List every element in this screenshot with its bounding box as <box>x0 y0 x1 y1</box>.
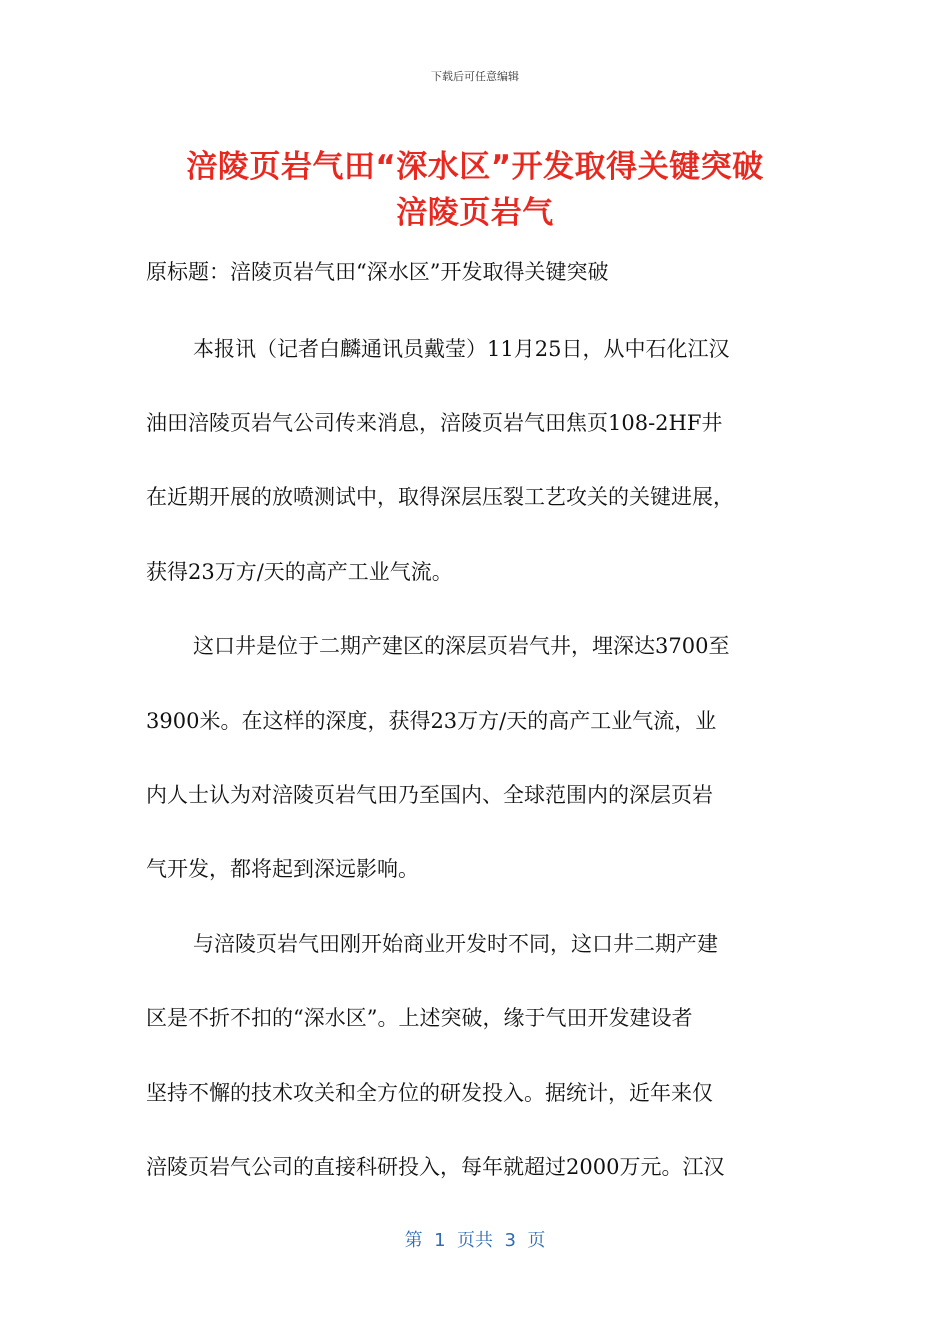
paragraph-line: 油田涪陵页岩气公司传来消息，涪陵页岩气田焦页108-2HF井 <box>146 411 723 435</box>
paragraph-line: 在近期开展的放喷测试中，取得深层压裂工艺攻关的关键进展， <box>146 485 734 509</box>
subtitle-line: 原标题：涪陵页岩气田“深水区”开发取得关键突破 <box>146 260 609 284</box>
paragraph-line: 区是不折不扣的“深水区”。上述突破，缘于气田开发建设者 <box>146 1006 693 1030</box>
header-note: 下载后可任意编辑 <box>431 70 519 83</box>
title-line-2: 涪陵页岩气 <box>396 195 554 231</box>
page-title <box>100 144 850 236</box>
paragraph-line: 获得23万方/天的高产工业气流。 <box>146 560 453 584</box>
title-line-1: 涪陵页岩气田“深水区”开发取得关键突破 <box>186 149 764 185</box>
paragraph-line: 坚持不懈的技术攻关和全方位的研发投入。据统计，近年来仅 <box>146 1081 713 1105</box>
paragraph-line: 3900米。在这样的深度，获得23万方/天的高产工业气流，业 <box>146 709 717 733</box>
paragraph-line: 内人士认为对涪陵页岩气田乃至国内、全球范围内的深层页岩 <box>146 783 713 807</box>
paragraph-line: 气开发，都将起到深远影响。 <box>146 857 419 881</box>
paragraph-line: 与涪陵页岩气田刚开始商业开发时不同，这口井二期产建 <box>193 932 718 956</box>
paragraph-line: 本报讯（记者白麟通讯员戴莹）11月25日，从中石化江汉 <box>193 337 730 361</box>
paragraph-line: 这口井是位于二期产建区的深层页岩气井，埋深达3700至 <box>193 634 730 658</box>
page-number-footer: 第 1 页共 3 页 <box>404 1230 546 1251</box>
paragraph-line: 涪陵页岩气公司的直接科研投入，每年就超过2000万元。江汉 <box>146 1155 725 1179</box>
